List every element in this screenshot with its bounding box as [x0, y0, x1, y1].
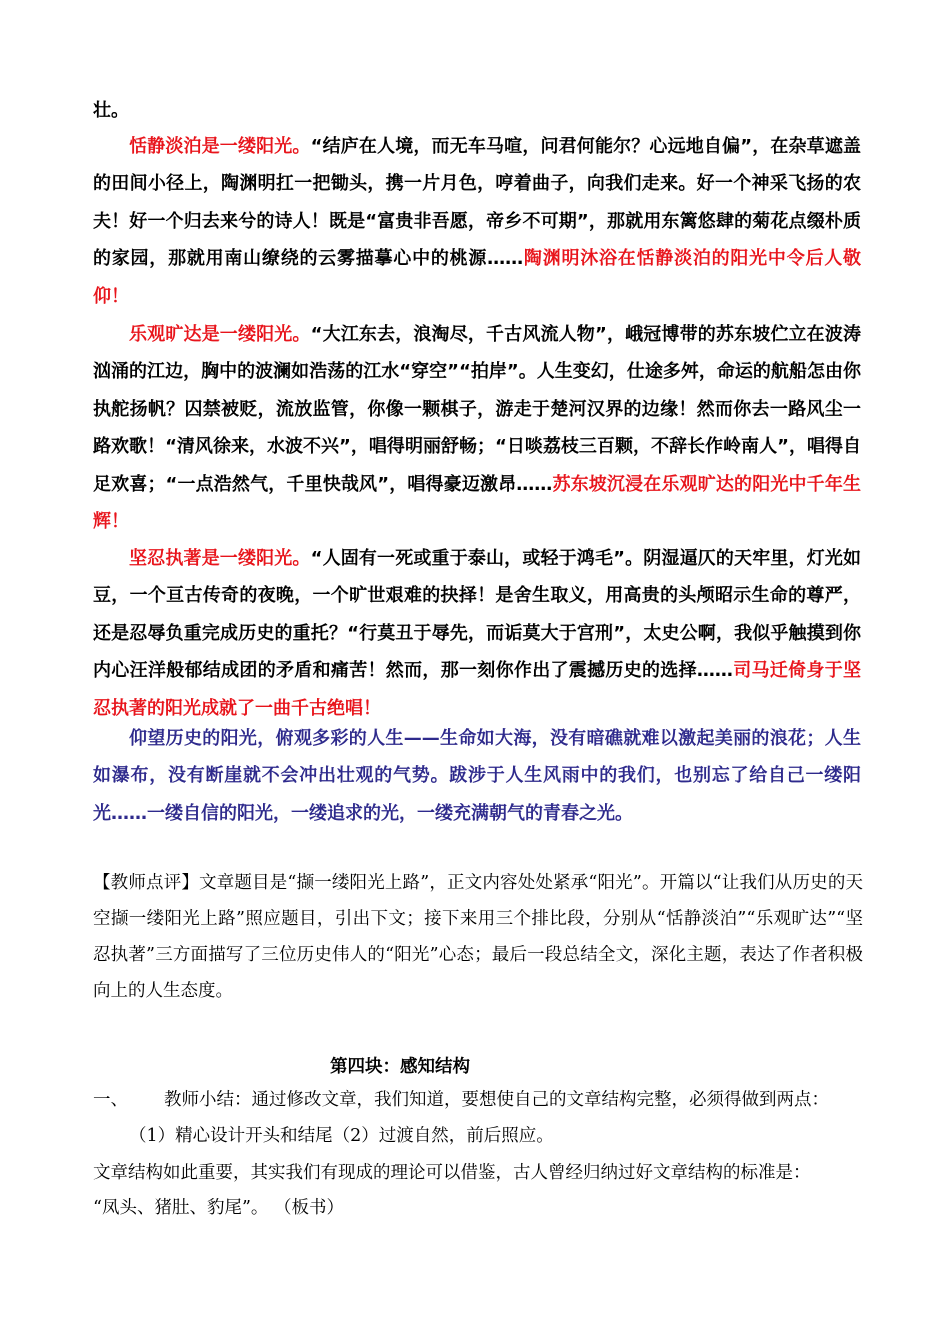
summary-item-text: 教师小结：通过修改文章，我们知道，要想使自己的文章结构完整，必须得做到两点： — [164, 1090, 829, 1110]
paragraph-body-conclusion: 仰望历史的阳光，俯观多彩的人生——生命如大海，没有暗礁就难以激起美丽的浪花；人生如瀑布，没有断崖就不会冲出壮观的气势。跋涉于人生风雨中的我们，也别忘了给自己一缕阳光……一缕自信的阳光，一缕追求的光，一缕充满朝气的青春之光。 — [93, 728, 861, 824]
essay-paragraph-perseverance — [93, 540, 861, 727]
paragraph-body-optimistic: “大江东去，浪淘尽，千古风流人物”，峨冠博带的苏东坡伫立在波涛汹涌的江边，胸中的波澜如浩荡的江水“穿空”“拍岸”。人生变幻，仕途多舛，命运的航船怎由你执舵扬帆？囚禁被贬，流放监管，你像一颗棋子，游走于楚河汉界的边缘！然而你去一路风尘一路欢歌！“清风徐来，水波不兴”，唱得明丽舒畅；“日啖荔枝三百颗，不辞长作岭南人”，唱得自足欢喜；“一点浩然气，千里快哉风”，唱得豪迈激昂…… — [93, 324, 861, 495]
essay-paragraph-conclusion — [93, 720, 861, 832]
essay-tail-line — [93, 92, 861, 129]
structure-theory-line — [93, 1155, 863, 1191]
paragraph-close-tranquil: 陶渊明沐浴在恬静淡泊的阳光中令后人敬仰！ — [93, 248, 862, 307]
summary-item-number: 一、 — [93, 1090, 128, 1110]
structure-theory-text: 文章结构如此重要，其实我们有现成的理论可以借鉴，古人曾经归纳过好文章结构的标准是： — [93, 1163, 811, 1183]
paragraph-close-optimistic: 苏东坡沉浸在乐观旷达的阳光中千年生辉！ — [93, 473, 861, 533]
essay-paragraph-tranquil — [93, 128, 861, 315]
teacher-comment — [93, 865, 863, 1009]
summary-points — [93, 1118, 863, 1154]
paragraph-lead-tranquil: 恬静淡泊是一缕阳光。 — [129, 136, 311, 157]
board-note-text: “凤头、猪肚、豹尾”。 （板书） — [93, 1198, 344, 1218]
summary-points-text: （1）精心设计开头和结尾（2）过渡自然，前后照应。 — [129, 1126, 554, 1146]
essay-paragraph-optimistic — [93, 316, 861, 540]
paragraph-body-perseverance: “人固有一死或重于泰山，或轻于鸿毛”。阴湿逼仄的天牢里，灯光如豆，一个亘古传奇的夜晚，一个旷世艰难的抉择！是舍生取义，用高贵的头颅昭示生命的尊严，还是忍辱负重完成历史的重托？“行莫丑于辱先，而诟莫大于宫刑”，太史公啊，我似乎触摸到你内心汪洋般郁结成团的矛盾和痛苦！然而，那一刻你作出了震撼历史的选择…… — [93, 548, 861, 682]
paragraph-lead-perseverance: 坚忍执著是一缕阳光。 — [129, 548, 311, 569]
essay-tail-text: 壮。 — [93, 100, 129, 121]
paragraph-body-tranquil: “结庐在人境，而无车马喧，问君何能尔？心远地自偏”，在杂草遮盖的田间小径上，陶渊明扛一把锄头，携一片月色，哼着曲子，向我们走来。好一个神采飞扬的农夫！好一个归去来兮的诗人！既是“富贵非吾愿，帝乡不可期”，那就用东篱悠肆的菊花点缀朴质的家园，那就用南山缭绕的云雾描摹心中的桃源…… — [93, 136, 861, 270]
paragraph-close-perseverance: 司马迁倚身于坚忍执著的阳光成就了一曲千古绝唱！ — [93, 660, 862, 719]
teacher-comment-text: 【教师点评】文章题目是“撷一缕阳光上路”，正文内容处处紧承“阳光”。开篇以“让我们从历史的天空撷一缕阳光上路”照应题目，引出下文；接下来用三个排比段，分别从“恬静淡泊”“乐观旷达”“坚忍执著”三方面描写了三位历史伟人的“阳光”心态；最后一段总结全文，深化主题，表达了作者积极向上的人生态度。 — [93, 873, 863, 1001]
section-heading: 第四块：感知结构 — [330, 1057, 470, 1077]
board-note-line — [93, 1190, 863, 1226]
paragraph-lead-optimistic: 乐观旷达是一缕阳光。 — [129, 324, 311, 345]
summary-item-one — [93, 1082, 863, 1118]
